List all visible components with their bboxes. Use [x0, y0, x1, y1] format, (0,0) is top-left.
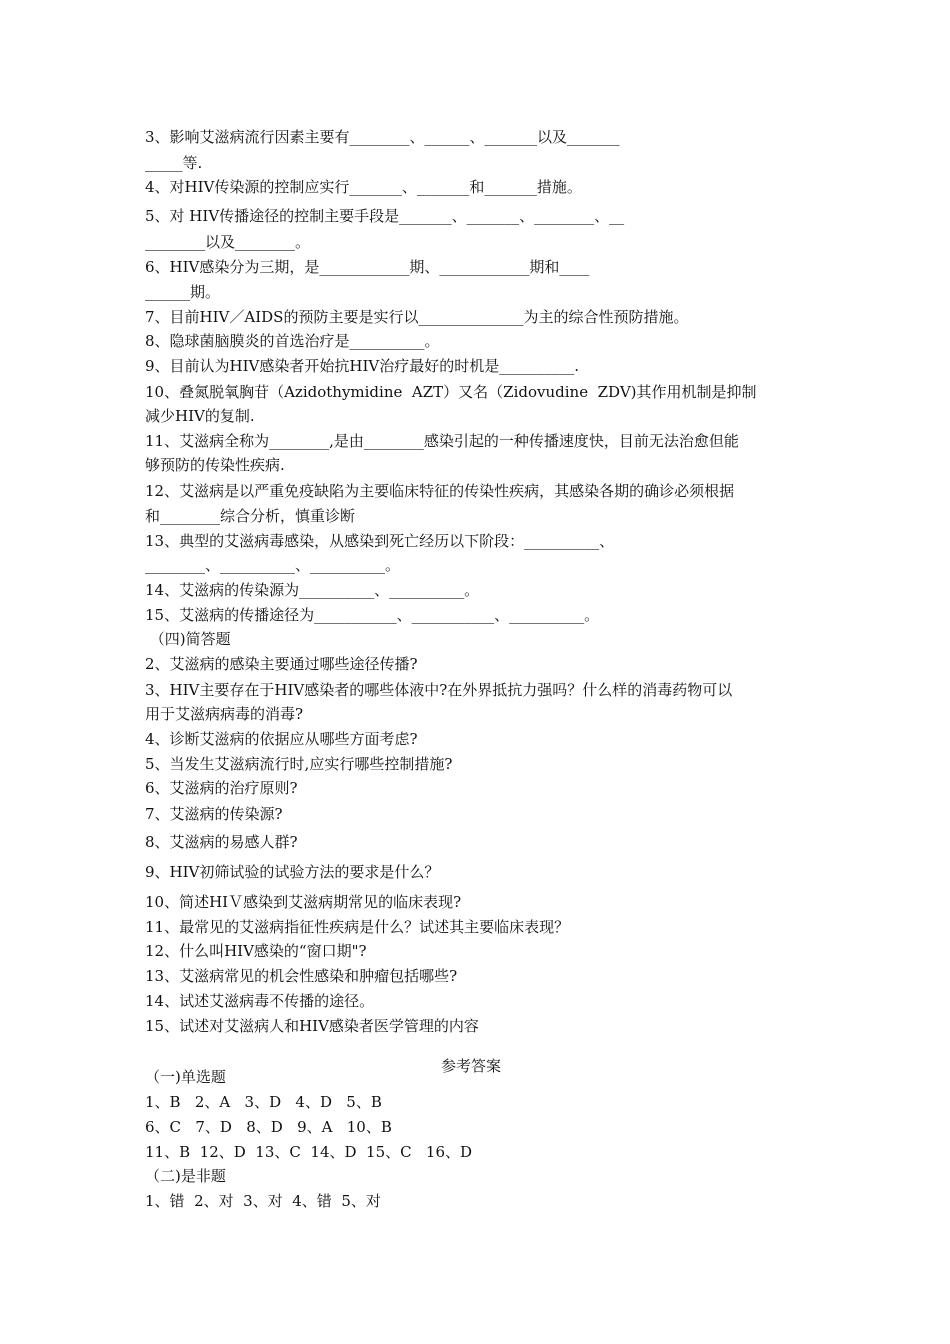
question-line: 13、艾滋病常见的机会性感染和肿瘤包括哪些? [145, 967, 458, 985]
fill-blank-line: 减少HIV的复制. [145, 407, 255, 425]
answer-row: 11、B 12、D 13、C 14、D 15、C 16、D [145, 1143, 473, 1161]
question-line: 用于艾滋病病毒的消毒? [145, 705, 304, 723]
fill-blank-line: 7、目前HIV／AIDS的预防主要是实行以______________为主的综合性预防措施。 [145, 308, 689, 326]
fill-blank-line: 12、艾滋病是以严重免疫缺陷为主要临床特征的传染性疾病，其感染各期的确诊必须根据 [145, 482, 735, 500]
fill-blank-line: 4、对HIV传染源的控制应实行_______、_______和_______措施。 [145, 178, 582, 196]
fill-blank-line: 够预防的传染性疾病. [145, 456, 285, 474]
question-line: 2、艾滋病的感染主要通过哪些途径传播? [145, 655, 418, 673]
section-heading-true-false: （二)是非题 [145, 1167, 226, 1185]
question-line: 14、试述艾滋病毒不传播的途径。 [145, 992, 375, 1010]
question-line: 7、艾滋病的传染源? [145, 805, 283, 823]
fill-blank-line: 9、目前认为HIV感染者开始抗HIV治疗最好的时机是__________. [145, 357, 579, 375]
answer-row: 6、C 7、D 8、D 9、A 10、B [145, 1118, 392, 1136]
fill-blank-line: ______期。 [145, 283, 221, 301]
fill-blank-line: 15、艾滋病的传播途径为___________、___________、__________。 [145, 606, 600, 624]
fill-blank-line: ________以及________。 [145, 233, 311, 251]
fill-blank-line: 13、典型的艾滋病毒感染，从感染到死亡经历以下阶段：__________、 [145, 532, 615, 550]
fill-blank-line: 5、对 HIV传播途径的控制主要手段是_______、_______、________、__ [145, 207, 625, 225]
question-line: 15、试述对艾滋病人和HIV感染者医学管理的内容 [145, 1017, 479, 1035]
fill-blank-line: 14、艾滋病的传染源为__________、__________。 [145, 581, 480, 599]
question-line: 9、HIV初筛试验的试验方法的要求是什么？ [145, 863, 440, 881]
question-line: 4、诊断艾滋病的依据应从哪些方面考虑? [145, 730, 418, 748]
question-line: 5、当发生艾滋病流行时,应实行哪些控制措施? [145, 755, 453, 773]
section-heading-single-choice: （一)单选题 [145, 1068, 226, 1086]
fill-blank-line: 和________综合分析，慎重诊断 [145, 507, 356, 525]
fill-blank-line: 10、叠氮脱氧胸苷（Azidothymidine AZT）又名（Zidovudine ZDV)其作用机制是抑制 [145, 383, 757, 401]
answer-row: 1、B 2、A 3、D 4、D 5、B [145, 1093, 382, 1111]
question-line: 10、简述HIＶ感染到艾滋病期常见的临床表现? [145, 893, 462, 911]
fill-blank-line: 11、艾滋病全称为________,是由________感染引起的一种传播速度快，目前无法治愈但能 [145, 432, 739, 450]
fill-blank-line: ________、__________、__________。 [145, 556, 401, 574]
question-line: 8、艾滋病的易感人群? [145, 833, 298, 851]
fill-blank-line: _____等. [145, 154, 203, 172]
fill-blank-line: 6、HIV感染分为三期，是____________期、____________期和____ [145, 258, 590, 276]
answer-row: 1、错 2、对 3、对 4、错 5、对 [145, 1192, 381, 1210]
question-line: 6、艾滋病的治疗原则? [145, 779, 298, 797]
fill-blank-line: 3、影响艾滋病流行因素主要有________、______、_______以及_______ [145, 128, 620, 146]
answers-title: 参考答案 [441, 1057, 502, 1075]
question-line: 12、什么叫HIV感染的“窗口期"? [145, 942, 367, 960]
question-line: 3、HIV主要存在于HIV感染者的哪些体液中?在外界抵抗力强吗？什么样的消毒药物可以 [145, 681, 733, 699]
section-heading-short-answer: （四)简答题 [145, 630, 231, 648]
question-line: 11、最常见的艾滋病指征性疾病是什么？试述其主要临床表现？ [145, 918, 570, 936]
fill-blank-line: 8、隐球菌脑膜炎的首选治疗是__________。 [145, 332, 440, 350]
